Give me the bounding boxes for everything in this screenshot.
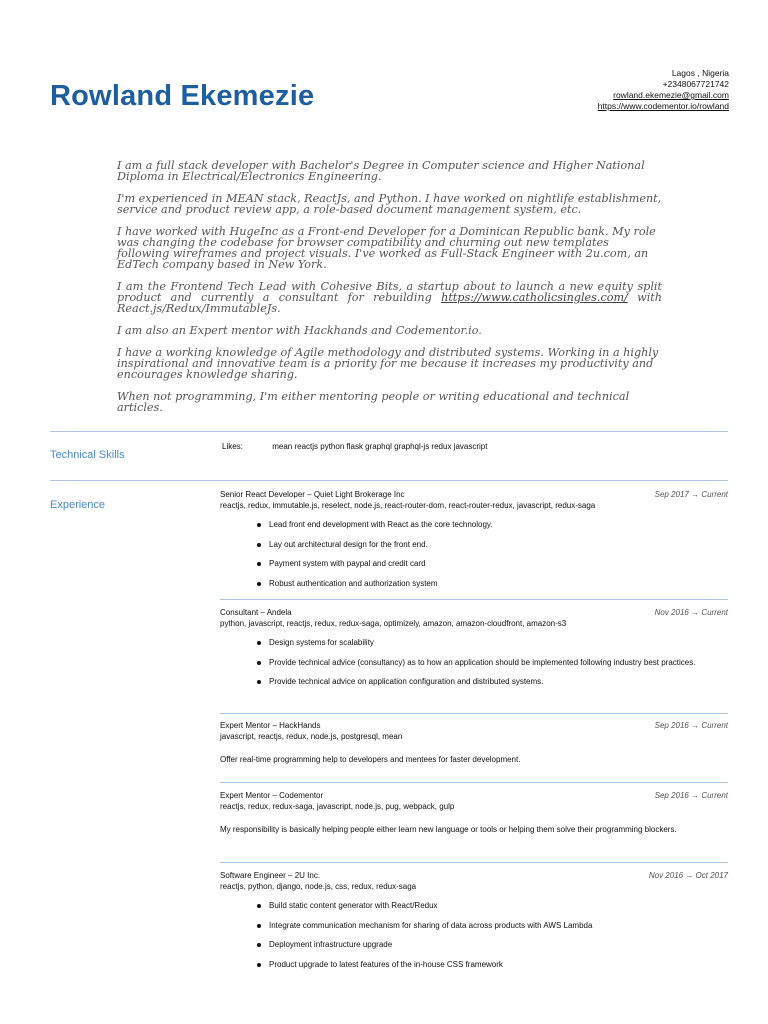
summary-paragraph: I have a working knowledge of Agile methodology and distributed systems. Working in a highly inspirational and innovative team is a priority for me because it increases my productivity and encourages knowledge sharing.: [117, 346, 659, 381]
job-divider: [220, 862, 728, 863]
job-description: My responsibility is basically helping people either learn new language or tools or helping them solve their programming blockers.: [220, 825, 677, 834]
likes-value: mean reactjs python flask graphql graphql-js redux javascript: [272, 442, 488, 451]
section-divider: [50, 480, 728, 481]
job-entry: [220, 871, 728, 979]
section-divider: [50, 431, 728, 432]
skills-likes-row: [222, 442, 487, 451]
summary-paragraph: I am a full stack developer with Bachelor's Degree in Computer science and Higher National Diploma in Electrical/Electronics Engineering.: [117, 159, 645, 183]
contact-phone: +2348067721742: [662, 79, 729, 89]
summary-paragraph: I have worked with HugeInc as a Front-end Developer for a Dominican Republic bank. My role was changing the codebase for browser compatibility and churning out new templates following wireframes and project visuals. I've worked as Full-Stack Engineer with 2u.com, an EdTech company based in New York.: [117, 225, 656, 271]
job-bullets: [220, 901, 728, 970]
contact-email-link[interactable]: rowland.ekemezie@gmail.com: [613, 90, 729, 100]
job-bullet: Deployment infrastructure upgrade: [220, 940, 728, 951]
job-bullet: Robust authentication and authorization system: [220, 579, 728, 590]
job-entry: [220, 608, 728, 697]
summary-paragraph-justified: [117, 281, 662, 303]
experience-heading: Experience: [50, 499, 106, 511]
job-title: Software Engineer – 2U Inc.: [220, 871, 321, 880]
job-entry: [220, 490, 728, 598]
summary-paragraph: I am also an Expert mentor with Hackhands and Codementor.io.: [117, 324, 482, 337]
job-bullet: Build static content generator with React/Redux: [220, 901, 728, 912]
job-bullet: Lay out architectural design for the front end.: [220, 540, 728, 551]
resume-name: Rowland Ekemezie: [50, 80, 315, 112]
contact-location: Lagos , Nigeria: [671, 68, 729, 78]
job-entry: [220, 721, 728, 765]
job-bullet: Payment system with paypal and credit card: [220, 559, 728, 570]
job-tags: reactjs, redux, immutable.js, reselect, node.js, react-router-dom, react-router-redux, javascript, redux-saga: [220, 501, 596, 510]
job-dates: Sep 2017 → Current: [654, 490, 728, 499]
job-title: Consultant – Andela: [220, 608, 292, 617]
job-bullet: Provide technical advice on application configuration and distributed systems.: [220, 677, 728, 688]
job-divider: [220, 599, 728, 600]
job-dates: Sep 2016 → Current: [654, 791, 728, 800]
job-dates: Sep 2016 → Current: [654, 721, 728, 730]
summary-paragraph: React.js/Redux/ImmutableJs.: [117, 302, 281, 315]
contact-block: [598, 68, 729, 112]
job-tags: reactjs, redux, redux-saga, javascript, node.js, pug, webpack, gulp: [220, 802, 455, 811]
contact-website-link[interactable]: https://www.codementor.io/rowland: [597, 101, 729, 111]
summary-section: [117, 160, 662, 424]
job-bullets: [220, 638, 728, 688]
summary-text: with: [637, 291, 663, 304]
job-title: Expert Mentor – HackHands: [220, 721, 321, 730]
job-entry: [220, 791, 728, 835]
job-bullets: [220, 520, 728, 589]
job-tags: reactjs, python, django, node.js, css, redux, redux-saga: [220, 882, 417, 891]
summary-paragraph: I'm experienced in MEAN stack, ReactJs, and Python. I have worked on nightlife establishment, service and product review app, a role-based document management system, etc.: [117, 192, 662, 216]
job-dates: Nov 2016 → Oct 2017: [648, 871, 728, 880]
job-bullet: Design systems for scalability: [220, 638, 728, 649]
job-divider: [220, 713, 728, 714]
job-description: Offer real-time programming help to developers and mentees for faster development.: [220, 755, 521, 764]
summary-text: I am the Frontend Tech Lead with Cohesive Bits, a startup about to launch a new equity split product and currently a consultant for rebuilding: [117, 280, 662, 304]
job-tags: javascript, reactjs, redux, node.js, postgresql, mean: [220, 732, 403, 741]
job-dates: Nov 2016 → Current: [654, 608, 728, 617]
job-bullet: Lead front end development with React as the core technology.: [220, 520, 728, 531]
catholicsingles-link[interactable]: https://www.catholicsingles.com/: [441, 291, 628, 304]
job-bullet: Provide technical advice (consultancy) as to how an application should be implemented following industry best practices.: [220, 658, 728, 669]
job-divider: [220, 782, 728, 783]
job-tags: python, javascript, reactjs, redux, redux-saga, optimizely, amazon, amazon-cloudfront, amazon-s3: [220, 619, 567, 628]
technical-skills-heading: Technical Skills: [50, 449, 125, 461]
summary-paragraph: When not programming, I'm either mentoring people or writing educational and technical articles.: [117, 390, 630, 414]
job-bullet: Integrate communication mechanism for sharing of data across products with AWS Lambda: [220, 921, 728, 932]
job-title: Expert Mentor – Codementor: [220, 791, 324, 800]
job-title: Senior React Developer – Quiet Light Brokerage Inc: [220, 490, 405, 499]
likes-label: Likes:: [222, 442, 243, 451]
job-bullet: Product upgrade to latest features of the in-house CSS framework: [220, 960, 728, 971]
